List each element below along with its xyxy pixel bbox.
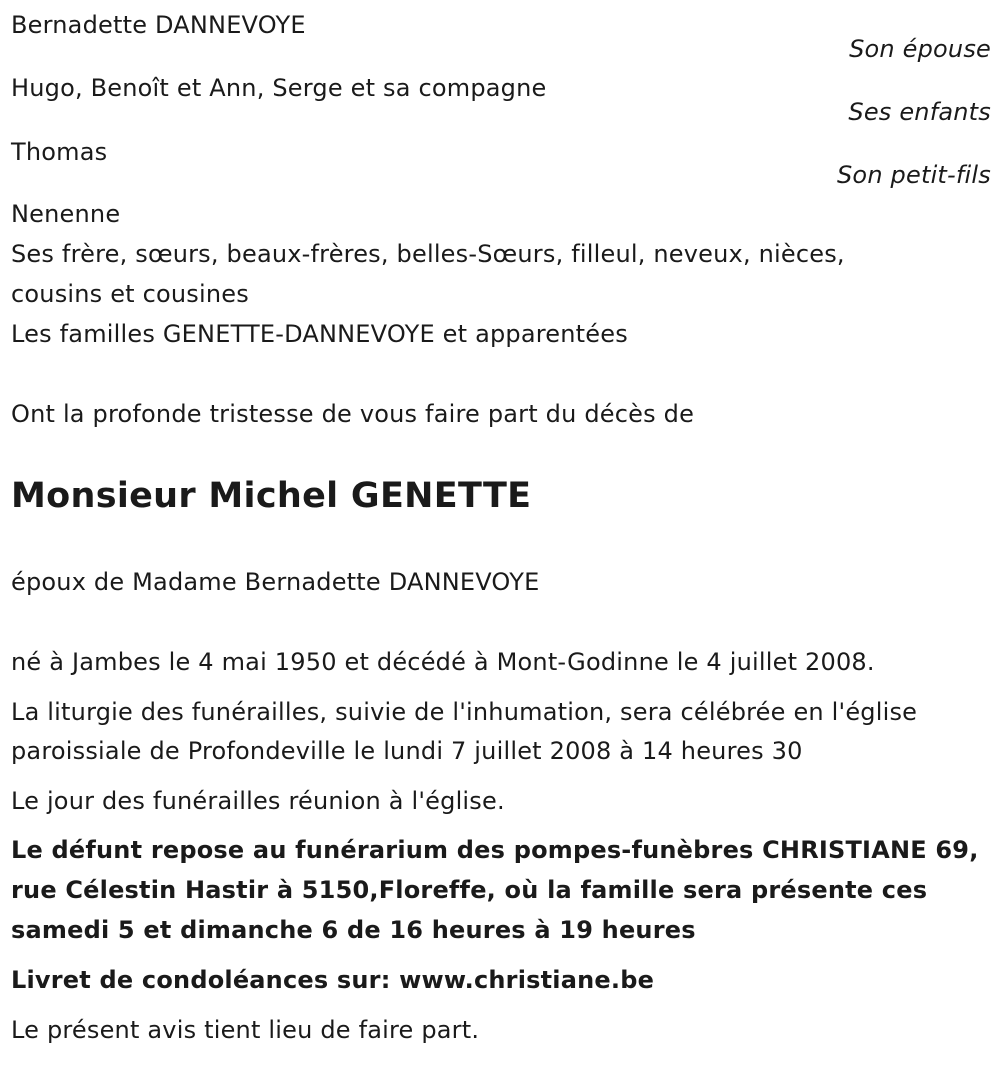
- liturgy-line: paroissiale de Profondeville le lundi 7 juillet 2008 à 14 heures 30: [11, 737, 803, 765]
- grandson-name: Thomas: [11, 138, 108, 166]
- spouse-name: Bernadette DANNEVOYE: [11, 11, 306, 39]
- spouse-role: Son épouse: [849, 35, 991, 63]
- condolences-line: Livret de condoléances sur: www.christiane.be: [11, 966, 655, 994]
- gathering-line: Le jour des funérailles réunion à l'église.: [11, 787, 505, 815]
- liturgy-line: La liturgie des funérailles, suivie de l'inhumation, sera célébrée en l'église: [11, 698, 918, 726]
- grandson-role: Son petit-fils: [837, 161, 991, 189]
- family-member-line: Nenenne: [11, 200, 121, 228]
- spouse-line: époux de Madame Bernadette DANNEVOYE: [11, 568, 540, 596]
- family-member-line: Ses frère, sœurs, beaux-frères, belles-Sœurs, filleul, neveux, nièces,: [11, 240, 845, 268]
- repose-line: samedi 5 et dimanche 6 de 16 heures à 19 heures: [11, 916, 696, 944]
- birth-death-line: né à Jambes le 4 mai 1950 et décédé à Mont-Godinne le 4 juillet 2008.: [11, 648, 875, 676]
- repose-line: Le défunt repose au funérarium des pompes-funèbres CHRISTIANE 69,: [11, 836, 979, 864]
- deceased-name: Monsieur Michel GENETTE: [11, 476, 532, 516]
- children-names: Hugo, Benoît et Ann, Serge et sa compagne: [11, 74, 547, 102]
- repose-line: rue Célestin Hastir à 5150,Floreffe, où la famille sera présente ces: [11, 876, 928, 904]
- children-role: Ses enfants: [848, 98, 991, 126]
- family-member-line: Les familles GENETTE-DANNEVOYE et apparentées: [11, 320, 628, 348]
- intro-text: Ont la profonde tristesse de vous faire part du décès de: [11, 400, 695, 428]
- family-member-line: cousins et cousines: [11, 280, 249, 308]
- notice-line: Le présent avis tient lieu de faire part.: [11, 1016, 480, 1044]
